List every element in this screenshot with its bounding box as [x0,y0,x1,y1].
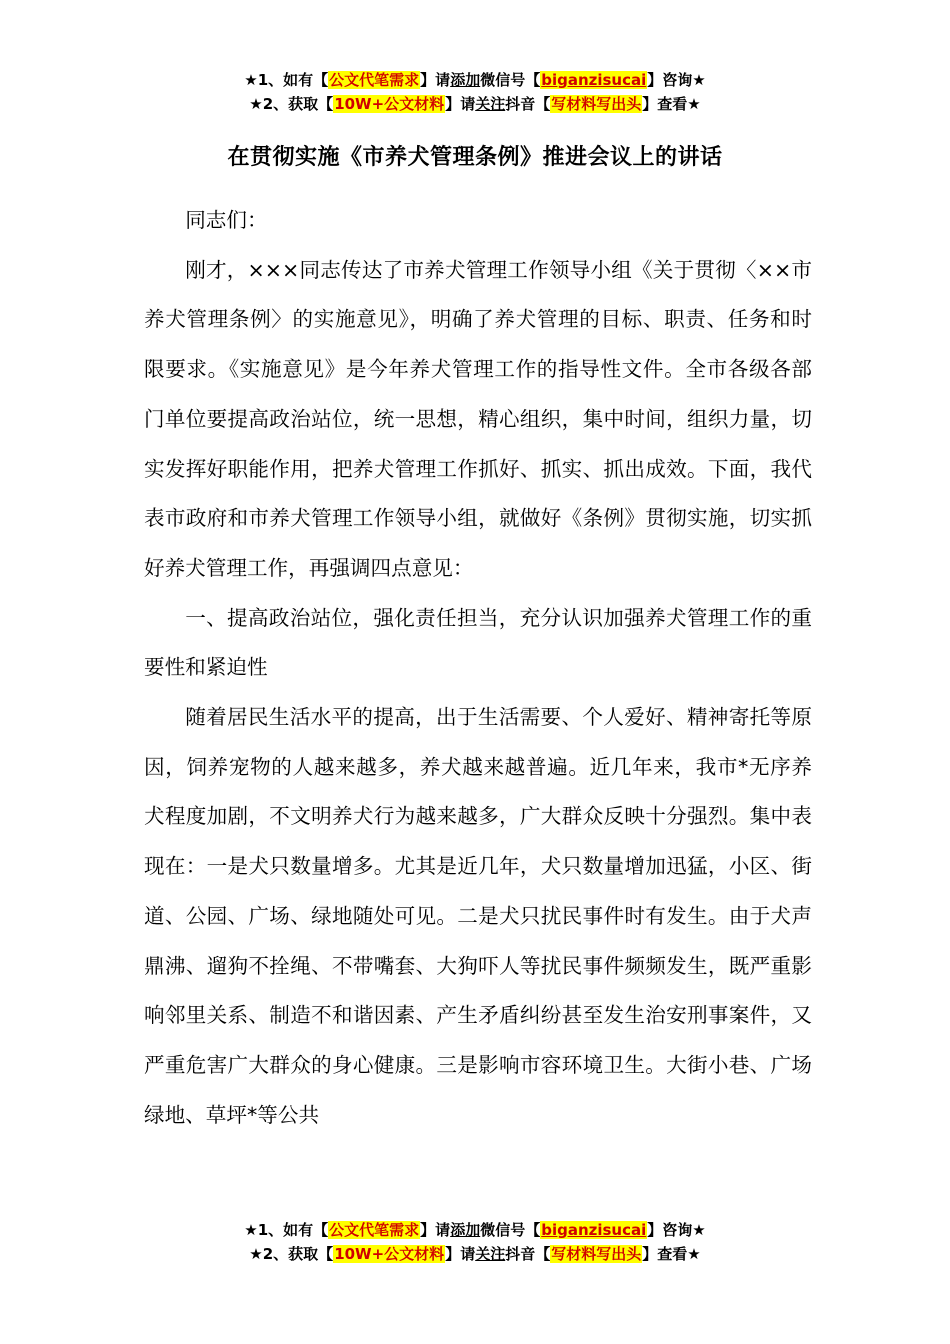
paragraph-salutation: 同志们： [185,208,268,232]
promo-line-1 [0,68,950,92]
section-heading: 一、提高政治站位，强化责任担当，充分认识加强养犬管理工作的重要性和紧迫性 [144,605,812,680]
promo-text: ★2、获取【 [249,95,334,113]
promo-text: 】请 [420,1221,451,1239]
document-title: 在贯彻实施《市养犬管理条例》推进会议上的讲话 [227,145,723,170]
promo-line-1 [0,1218,950,1242]
promo-text: ★1、如有【 [244,1221,329,1239]
promo-wechat-id[interactable]: biganzisucai [541,1221,647,1239]
promo-text: 】请 [420,71,451,89]
header-promo-banner [0,68,950,116]
promo-highlight: 10W+公文材料 [334,95,445,113]
promo-highlight: 公文代笔需求 [329,1221,420,1239]
promo-highlight: 公文代笔需求 [329,71,420,89]
promo-douyin-account: 写材料写出头 [551,1245,642,1263]
promo-text: 】咨询★ [647,1221,706,1239]
promo-text: 抖音【 [505,1245,551,1263]
promo-emphasis: 关注 [475,95,506,113]
promo-highlight: 10W+公文材料 [334,1245,445,1263]
paragraph: 随着居民生活水平的提高，出于生活需要、个人爱好、精神寄托等原因，饲养宠物的人越来越多，养犬越来越普遍。近几年来，我市*无序养犬程度加剧，不文明养犬行为越来越多，广大群众反映十分强烈。集中表现在：一是犬只数量增多。尤其是近几年，犬只数量增加迅猛，小区、街道、公园、广场、绿地随处可见。二是犬只扰民事件时有发生。由于犬声鼎沸、遛狗不拴绳、不带嘴套、大狗吓人等扰民事件频频发生，既严重影响邻里关系、制造不和谐因素、产生矛盾纠纷甚至发生治安刑事案件，又严重危害广大群众的身心健康。三是影响市容环境卫生。大街小巷、广场绿地、草坪*等公共 [144,705,812,1127]
promo-line-2 [0,92,950,116]
footer-promo-banner [0,1218,950,1266]
promo-emphasis: 添加 [450,1221,481,1239]
promo-emphasis: 关注 [475,1245,506,1263]
promo-emphasis: 添加 [450,71,481,89]
promo-wechat-id[interactable]: biganzisucai [541,71,647,89]
promo-text: 】查看★ [642,1245,701,1263]
promo-text: ★1、如有【 [244,71,329,89]
promo-douyin-account: 写材料写出头 [551,95,642,113]
paragraph: 刚才，×××同志传达了市养犬管理工作领导小组《关于贯彻〈××市养犬管理条例〉的实施意见》，明确了养犬管理的目标、职责、任务和时限要求。《实施意见》是今年养犬管理工作的指导性文件。全市各级各部门单位要提高政治站位，统一思想，精心组织，集中时间，组织力量，切实发挥好职能作用，把养犬管理工作抓好、抓实、抓出成效。下面，我代表市政府和市养犬管理工作领导小组，就做好《条例》贯彻实施，切实抓好养犬管理工作，再强调四点意见： [144,257,812,580]
promo-text: ★2、获取【 [249,1245,334,1263]
promo-text: 微信号【 [480,71,541,89]
promo-text: 】请 [445,95,476,113]
promo-text: 微信号【 [480,1221,541,1239]
promo-line-2 [0,1242,950,1266]
document-body [144,196,812,1140]
promo-text: 】咨询★ [647,71,706,89]
promo-text: 】请 [445,1245,476,1263]
promo-text: 抖音【 [505,95,551,113]
promo-text: 】查看★ [642,95,701,113]
